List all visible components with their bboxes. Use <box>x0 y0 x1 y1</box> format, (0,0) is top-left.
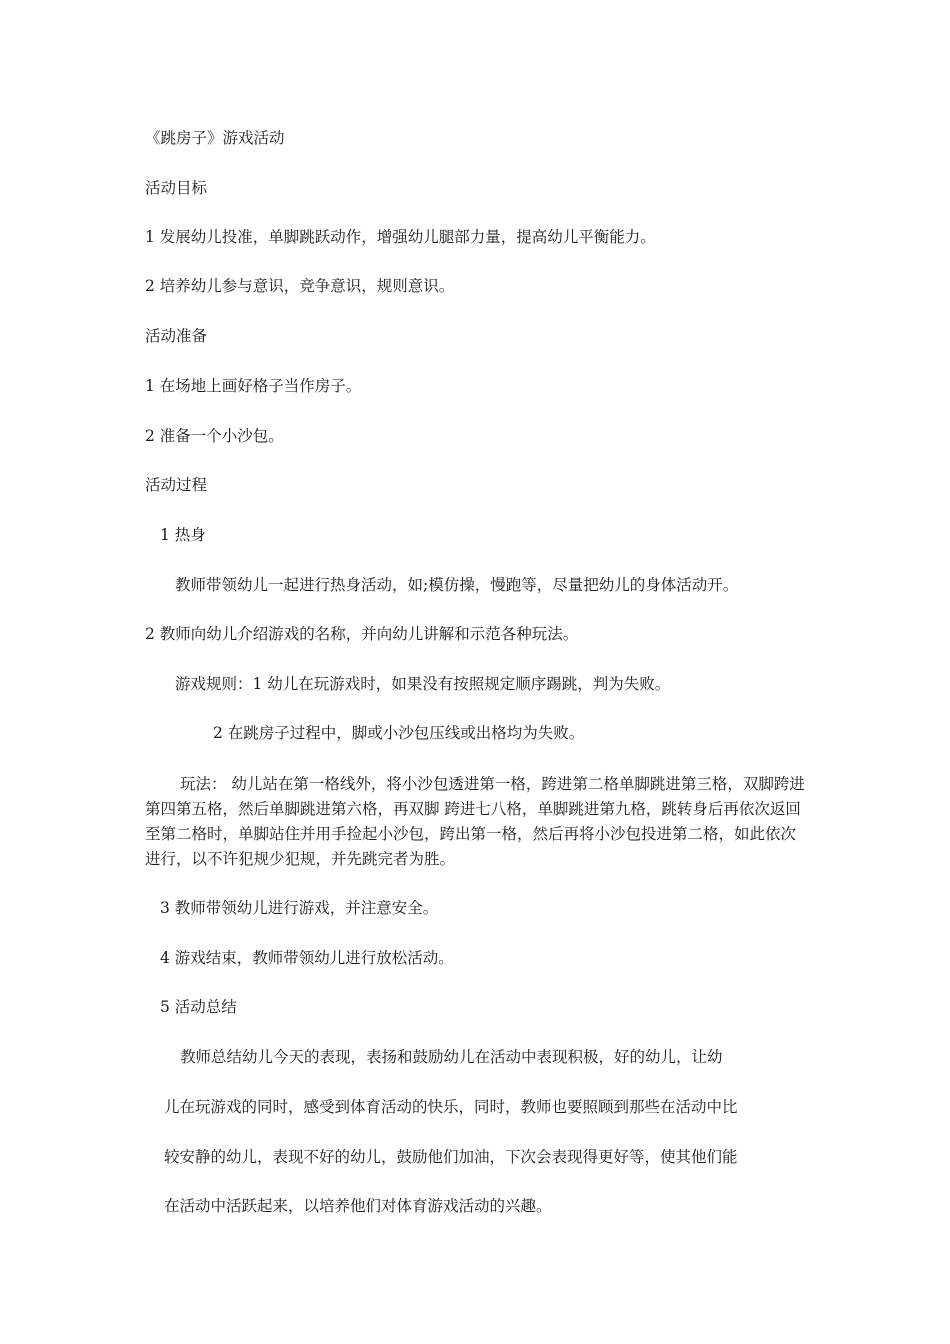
preparation-item-1: 1 在场地上画好格子当作房子。 <box>145 377 362 395</box>
goal-item-2: 2 培养幼儿参与意识，竞争意识，规则意识。 <box>145 277 455 295</box>
step-2: 2 教师向幼儿介绍游戏的名称，并向幼儿讲解和示范各种玩法。 <box>145 625 579 643</box>
step-4: 4 游戏结束，教师带领幼儿进行放松活动。 <box>160 949 454 967</box>
document-title: 《跳房子》游戏活动 <box>145 129 285 147</box>
goal-item-1: 1 发展幼儿投准，单脚跳跃动作，增强幼儿腿部力量，提高幼儿平衡能力。 <box>145 228 656 246</box>
goals-heading: 活动目标 <box>145 179 208 197</box>
preparation-heading: 活动准备 <box>145 327 208 345</box>
warmup-title: 1 热身 <box>160 526 206 544</box>
warmup-text: 教师带领幼儿一起进行热身活动，如;模仿操，慢跑等，尽量把幼儿的身体活动开。 <box>175 576 739 594</box>
summary-line-3: 较安静的幼儿，表现不好的幼儿，鼓励他们加油，下次会表现得更好等，使其他们能 <box>164 1148 738 1166</box>
play-method: 玩法： 幼儿站在第一格线外，将小沙包透进第一格，跨进第二格单脚跳进第三格，双脚跨进第四第五格，然后单脚跳进第六格，再双脚 跨进七八格，单脚跳进第九格，跳转身后再依次返回至第二格时，单脚站住并用手捡起小沙包，跨出第一格，然后再将小沙包投进第二格，如此依次进行，以不许犯规少犯规，并先跳完者为胜。 <box>145 775 805 868</box>
step-3: 3 教师带领幼儿进行游戏，并注意安全。 <box>160 899 439 917</box>
preparation-item-2: 2 准备一个小沙包。 <box>145 427 284 445</box>
summary-line-2: 儿在玩游戏的同时，感受到体育活动的快乐，同时，教师也要照顾到那些在活动中比 <box>164 1098 738 1116</box>
summary-line-4: 在活动中活跃起来，以培养他们对体育游戏活动的兴趣。 <box>164 1197 552 1215</box>
rule-1: 游戏规则：1 幼儿在玩游戏时，如果没有按照规定顺序踢跳，判为失败。 <box>175 675 671 693</box>
summary-line-1: 教师总结幼儿今天的表现，表扬和鼓励幼儿在活动中表现积极，好的幼儿，让幼 <box>180 1048 723 1066</box>
rule-2: 2 在跳房子过程中，脚或小沙包压线或出格均为失败。 <box>213 724 585 742</box>
step-5: 5 活动总结 <box>160 998 237 1016</box>
process-heading: 活动过程 <box>145 476 208 494</box>
